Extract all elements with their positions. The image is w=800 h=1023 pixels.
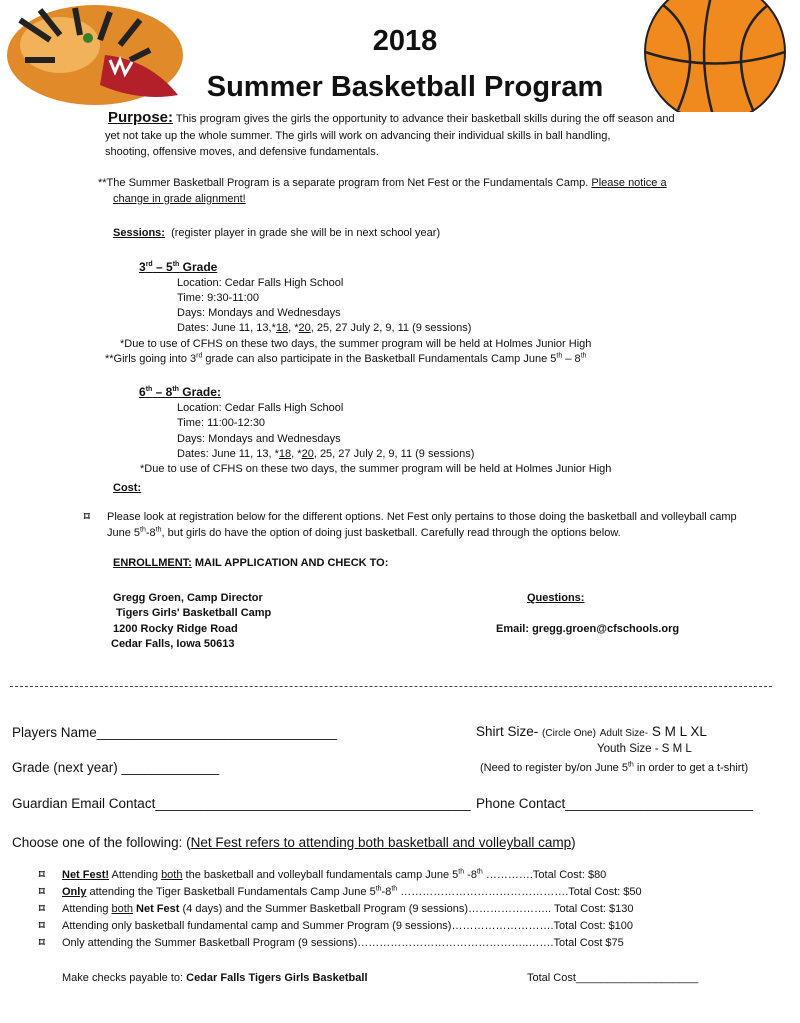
option-summer-only[interactable]: Only attending the Summer Basketball Program (9 sessions)………………………………………..…….Total Cost $75 [62,937,624,949]
notice-line-1 [98,176,667,190]
phone-contact-field[interactable]: Phone Contact_________________________ [476,796,754,811]
cost-line-2: June 5th-8th, but girls do have the option of doing just basketball. Carefully read through the options below. [107,526,621,539]
cost-label: Cost: [113,482,142,494]
g1-note-1: *Due to use of CFHS on these two days, the summer program will be held at Holmes Junior High [120,338,592,350]
g1-time: Time: 9:30-11:00 [177,292,259,304]
purpose-line-2: yet not take up the whole summer. The girls will work on advancing their individual skills in ball handling, [105,130,611,142]
purpose-line-1 [108,111,675,126]
grade-6-8-heading: 6th – 8th Grade: [139,385,221,399]
option-fundamentals-and-summer[interactable]: Attending only basketball fundamental camp and Summer Program (9 sessions)……………………….Total Cost: $100 [62,920,634,932]
grade-3-5-heading: 3rd – 5th Grade [139,260,218,274]
contact-email: Email: gregg.groen@cfschools.org [496,623,680,635]
total-cost-field[interactable]: Total Cost____________________ [527,972,699,984]
checkbox-bullet-icon[interactable]: ⌑ [39,869,45,881]
youth-size-field[interactable]: Youth Size - S M L [597,743,692,755]
address-line: Gregg Groen, Camp Director [113,592,263,604]
sessions-note: (register player in grade she will be in next school year) [171,227,441,239]
shirt-size-field[interactable]: Shirt Size- (Circle One) Adult Size- S M L XL [476,724,707,739]
address-line: Cedar Falls, Iowa 50613 [111,638,235,650]
g1-dates: Dates: June 11, 13,*18, *20, 25, 27 July 2, 9, 11 (9 sessions) [177,322,472,334]
cut-line-divider [10,686,772,687]
questions-label: Questions: [527,592,585,604]
notice-line-2: change in grade alignment! [113,193,246,205]
g1-location: Location: Cedar Falls High School [177,277,344,289]
option-net-fest-and-summer[interactable]: Attending both Net Fest (4 days) and the Summer Basketball Program (9 sessions)………………….. Total Cost: $130 [62,903,634,915]
g1-note-2: **Girls going into 3rd grade can also participate in the Basketball Fundamentals Camp June 5th – 8th [105,352,587,365]
notice-underlined: Please notice a [591,177,667,189]
option-fundamentals-only[interactable]: Only attending the Tiger Basketball Fundamentals Camp June 5th-8th ……………………………………….Total Cost: $50 [62,885,642,898]
guardian-email-field[interactable]: Guardian Email Contact__________________________________________ [12,796,471,811]
g1-days: Days: Mondays and Wednesdays [177,307,341,319]
g2-location: Location: Cedar Falls High School [177,402,344,414]
g2-days: Days: Mondays and Wednesdays [177,433,341,445]
g2-dates: Dates: June 11, 13, *18, *20, 25, 27 July 2, 9, 11 (9 sessions) [177,448,475,460]
sessions-line [113,226,440,240]
notice-text: **The Summer Basketball Program is a separate program from Net Fest or the Fundamentals Camp. [98,177,592,189]
g2-note: *Due to use of CFHS on these two days, the summer program will be held at Holmes Junior High [140,463,612,475]
grade-field[interactable]: Grade (next year) _____________ [12,760,220,775]
checkbox-bullet-icon[interactable]: ⌑ [39,903,45,915]
checkbox-bullet-icon[interactable]: ⌑ [39,920,45,932]
checkbox-bullet-icon[interactable]: ⌑ [39,937,45,949]
sessions-label: Sessions: [113,227,165,239]
payable-to: Make checks payable to: Cedar Falls Tigers Girls Basketball [62,972,368,984]
address-line: 1200 Rocky Ridge Road [113,623,238,635]
year-heading: 2018 [372,25,438,57]
option-net-fest[interactable]: Net Fest! Attending both the basketball and volleyball fundamentals camp June 5th -8th ………….Total Cost: $80 [62,868,607,881]
cost-line-1: Please look at registration below for the different options. Net Fest only pertains to those doing the basketball and volleyball camp [107,511,737,523]
players-name-field[interactable]: Players Name________________________________ [12,725,338,740]
tshirt-deadline-note: (Need to register by/on June 5th in order to get a t-shirt) [480,761,749,774]
enrollment-heading: ENROLLMENT: MAIL APPLICATION AND CHECK TO: [113,557,389,569]
bullet-icon: ⌑ [84,511,90,523]
purpose-text: This program gives the girls the opportunity to advance their basketball skills during the off season and [175,113,675,125]
page-title: Summer Basketball Program [206,71,604,103]
address-line: Tigers Girls' Basketball Camp [116,607,272,619]
checkbox-bullet-icon[interactable]: ⌑ [39,886,45,898]
choose-instruction: Choose one of the following: (Net Fest refers to attending both basketball and volleyball camp) [12,835,576,850]
g2-time: Time: 11:00-12:30 [177,417,266,429]
purpose-line-3: shooting, offensive moves, and defensive fundamentals. [105,146,379,158]
purpose-label: Purpose: [108,109,174,126]
